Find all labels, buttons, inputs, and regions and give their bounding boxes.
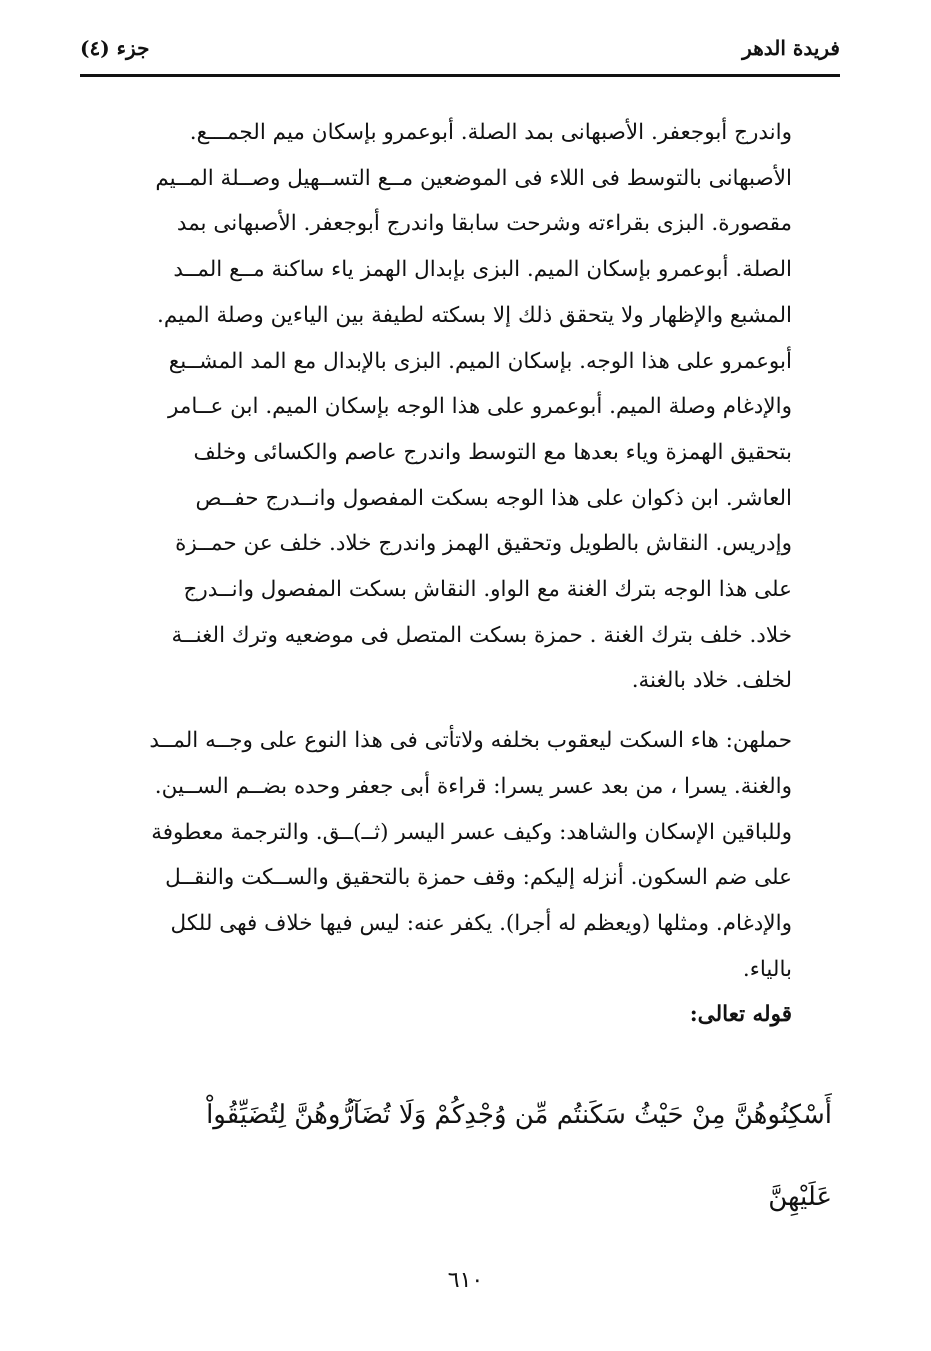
text-line: خلاد. خلف بترك الغنة . حمزة بسكت المتصل فى موضعيه وترك الغنــة xyxy=(171,622,792,648)
text-line: الأصبهانى بالتوسط فى اللاء فى الموضعين مــع التســهيل وصــلة المــيم xyxy=(155,165,792,191)
verse-line: عَلَيْهِنَّ xyxy=(768,1182,832,1212)
text-line: العاشر. ابن ذكوان على هذا الوجه بسكت المفصول وانــدرج حفــص xyxy=(195,485,792,511)
header-divider xyxy=(80,74,840,77)
text-line: بالياء. xyxy=(742,956,792,982)
page-number: ٦١٠ xyxy=(447,1268,484,1293)
part-number: جزء (٤) xyxy=(80,36,150,60)
text-line: المشبع والإظهار ولا يتحقق ذلك إلا بسكته لطيفة بين الياءين وصلة الميم. xyxy=(157,302,792,328)
verse-line: أَسْكِنُوهُنَّ مِنْ حَيْثُ سَكَنتُم مِّن وُجْدِكُمْ وَلَا تُضَآرُّوهُنَّ لِتُضَيِّقُواْ xyxy=(206,1100,832,1130)
text-line: لخلف. خلاد بالغنة. xyxy=(631,668,792,694)
text-line: على ضم السكون. أنزله إليكم: وقف حمزة بالتحقيق والســكت والنقــل xyxy=(165,865,792,891)
quran-verse xyxy=(80,1074,832,1238)
text-line: الصلة. أبوعمرو بإسكان الميم. البزى بإبدال الهمز ياء ساكنة مــع المــد xyxy=(173,257,792,283)
paragraph xyxy=(80,110,792,704)
page-header xyxy=(80,36,840,76)
text-line: وإدريس. النقاش بالطويل وتحقيق الهمز واندرج خلاد. خلف عن حمــزة xyxy=(175,531,792,557)
text-line: بتحقيق الهمزة وياء بعدها مع التوسط واندرج عاصم والكسائى وخلف xyxy=(193,439,792,465)
paragraph xyxy=(80,718,792,1038)
text-line: على هذا الوجه بترك الغنة مع الواو. النقاش بسكت المفصول وانــدرج xyxy=(183,577,792,603)
text-line: والإدغام وصلة الميم. أبوعمرو على هذا الوجه بإسكان الميم. ابن عــامر xyxy=(167,394,792,420)
text-line: حملهن: هاء السكت ليعقوب بخلفه ولاتأتى فى هذا النوع على وجــه المــد xyxy=(149,728,792,754)
verse-label: قوله تعالى: xyxy=(689,1002,792,1028)
text-line: مقصورة. البزى بقراءته وشرحت سابقا واندرج أبوجعفر. الأصبهانى بمد xyxy=(176,211,792,237)
text-line: أبوعمرو على هذا الوجه. بإسكان الميم. البزى بالإبدال مع المد المشــبع xyxy=(168,348,792,374)
text-line: والإدغام. ومثلها (ويعظم له أجرا). يكفر عنه: ليس فيها خلاف فهى للكل xyxy=(170,910,792,936)
text-line: والغنة. يسرا ، من بعد عسر يسرا: قراءة أبى جعفر وحده بضــم الســين. xyxy=(154,773,792,799)
main-text xyxy=(80,110,792,1038)
text-line: واندرج أبوجعفر. الأصبهانى بمد الصلة. أبوعمرو بإسكان ميم الجمـــع. xyxy=(189,120,792,145)
book-title: فريدة الدهر xyxy=(742,36,840,60)
text-line: وللباقين الإسكان والشاهد: وكيف عسر اليسر (ثــ)ــق. والترجمة معطوفة xyxy=(151,819,792,845)
